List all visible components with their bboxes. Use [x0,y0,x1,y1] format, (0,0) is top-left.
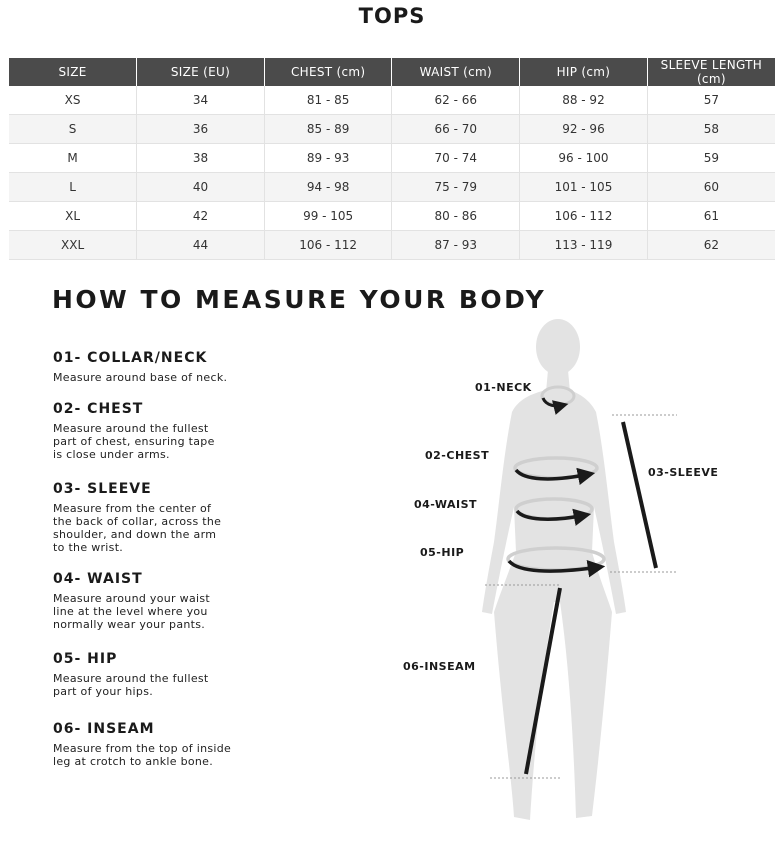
cell-size: M [9,144,137,173]
table-row [9,173,775,202]
cell-hip: 88 - 92 [520,86,648,115]
cell-size-eu: 36 [137,115,265,144]
step-title: 06- INSEAM [53,721,155,737]
cell-chest: 94 - 98 [264,173,392,202]
cell-sleeve: 57 [647,86,775,115]
cell-hip: 113 - 119 [520,231,648,260]
cell-size-eu: 34 [137,86,265,115]
step-hip [53,651,273,698]
cell-waist: 66 - 70 [392,115,520,144]
cell-hip: 106 - 112 [520,202,648,231]
cell-chest: 81 - 85 [264,86,392,115]
cell-waist: 70 - 74 [392,144,520,173]
cell-size: L [9,173,137,202]
table-row [9,202,775,231]
cell-size: S [9,115,137,144]
table-row [9,115,775,144]
desc-line: Measure from the top of inside [53,742,232,755]
cell-size: XS [9,86,137,115]
step-collar-neck [53,350,273,384]
cell-chest: 106 - 112 [264,231,392,260]
step-description [53,592,273,631]
cell-waist: 80 - 86 [392,202,520,231]
step-waist [53,571,273,631]
desc-line: the back of collar, across the [53,515,222,528]
table-row [9,86,775,115]
body-measure-figure [390,312,780,832]
step-title: 04- WAIST [53,571,143,587]
step-title: 03- SLEEVE [53,481,152,497]
step-sleeve [53,481,273,554]
step-title: 02- CHEST [53,401,144,417]
desc-line: shoulder, and down the arm [53,528,217,541]
cell-sleeve: 58 [647,115,775,144]
desc-line: Measure around your waist [53,592,210,605]
measure-heading: HOW TO MEASURE YOUR BODY [52,285,547,314]
cell-size-eu: 42 [137,202,265,231]
step-chest [53,401,273,461]
step-description [53,422,273,461]
label-sleeve: 03-SLEEVE [648,466,719,479]
cell-sleeve: 61 [647,202,775,231]
desc-line: Measure from the center of [53,502,212,515]
header-waist: WAIST (cm) [392,58,520,86]
cell-waist: 75 - 79 [392,173,520,202]
table-row [9,144,775,173]
label-waist: 04-WAIST [414,498,478,511]
sleeve-line [623,422,656,568]
tops-title: TOPS [358,4,426,28]
cell-chest: 85 - 89 [264,115,392,144]
step-title: 01- COLLAR/NECK [53,350,208,366]
desc-line: part of your hips. [53,685,154,698]
desc-line: normally wear your pants. [53,618,206,631]
desc-line: Measure around the fullest [53,672,209,685]
cell-hip: 92 - 96 [520,115,648,144]
torso-and-legs-shape [482,390,626,820]
cell-chest: 89 - 93 [264,144,392,173]
step-description [53,742,273,768]
desc-line: Measure around base of neck. [53,371,228,384]
desc-line: part of chest, ensuring tape [53,435,215,448]
desc-line: is close under arms. [53,448,170,461]
step-description [53,502,273,554]
table-row [9,231,775,260]
cell-size: XXL [9,231,137,260]
step-description [53,672,273,698]
step-title: 05- HIP [53,651,118,667]
cell-sleeve: 60 [647,173,775,202]
cell-sleeve: 62 [647,231,775,260]
step-description [53,371,273,384]
head-shape [536,319,580,375]
cell-waist: 87 - 93 [392,231,520,260]
label-neck: 01-NECK [475,381,532,394]
cell-size-eu: 44 [137,231,265,260]
desc-line: Measure around the fullest [53,422,209,435]
label-hip: 05-HIP [420,546,465,559]
desc-line: line at the level where you [53,605,208,618]
label-chest: 02-CHEST [425,449,490,462]
header-size: SIZE [9,58,137,86]
body-silhouette-illustration [390,312,780,832]
cell-waist: 62 - 66 [392,86,520,115]
header-chest: CHEST (cm) [264,58,392,86]
cell-chest: 99 - 105 [264,202,392,231]
cell-hip: 101 - 105 [520,173,648,202]
cell-size: XL [9,202,137,231]
header-sleeve-length: SLEEVE LENGTH (cm) [647,58,775,86]
step-inseam [53,721,273,768]
table-header-row [9,58,775,86]
desc-line: leg at crotch to ankle bone. [53,755,214,768]
header-size-eu: SIZE (EU) [137,58,265,86]
header-hip: HIP (cm) [520,58,648,86]
cell-size-eu: 38 [137,144,265,173]
sleeve-measure [610,415,678,572]
desc-line: to the wrist. [53,541,124,554]
cell-sleeve: 59 [647,144,775,173]
cell-hip: 96 - 100 [520,144,648,173]
cell-size-eu: 40 [137,173,265,202]
tops-size-table [9,58,775,260]
label-inseam: 06-INSEAM [403,660,476,673]
